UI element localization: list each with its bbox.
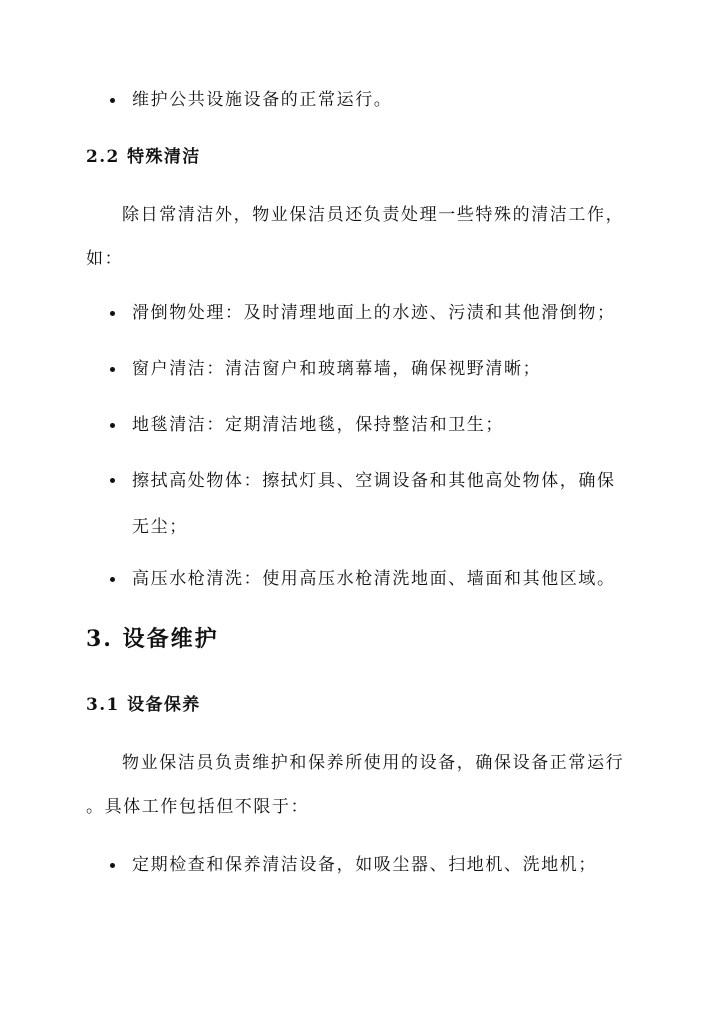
bullet-icon bbox=[110, 577, 115, 582]
list-item-text: 维护公共设施设备的正常运行。 bbox=[132, 90, 393, 110]
section-3-1-title: 3.1 设备保养 bbox=[86, 695, 201, 715]
section-3-title: 3. 设备维护 bbox=[86, 626, 219, 652]
list-item-text: 擦拭高处物体：擦拭灯具、空调设备和其他高处物体，确保无尘； bbox=[132, 471, 616, 537]
bullet-icon bbox=[110, 423, 115, 428]
bullet-icon bbox=[110, 98, 115, 103]
bullet-icon bbox=[110, 478, 115, 483]
section-2-2-title: 2.2 特殊清洁 bbox=[86, 147, 201, 167]
bullet-icon bbox=[110, 367, 115, 372]
section-2-2-intro-line-1: 除日常清洁外，物业保洁员还负责处理一些特殊的清洁工作， bbox=[122, 205, 625, 225]
list-item-text: 高压水枪清洗：使用高压水枪清洗地面、墙面和其他区域。 bbox=[132, 569, 616, 589]
bullet-icon bbox=[110, 311, 115, 316]
bullet-icon bbox=[110, 863, 115, 868]
list-item-text: 窗户清洁：清洁窗户和玻璃幕墙，确保视野清晰； bbox=[132, 359, 542, 379]
list-item-text: 定期检查和保养清洁设备，如吸尘器、扫地机、洗地机； bbox=[132, 855, 597, 875]
section-2-2-intro-line-2: 如： bbox=[86, 249, 124, 269]
section-3-1-intro-line-1: 物业保洁员负责维护和保养所使用的设备，确保设备正常运行 bbox=[122, 753, 625, 773]
list-item-text: 地毯清洁：定期清洁地毯，保持整洁和卫生； bbox=[132, 415, 504, 435]
list-item-text: 滑倒物处理：及时清理地面上的水迹、污渍和其他滑倒物； bbox=[132, 303, 616, 323]
section-3-1-intro-line-2: 。具体工作包括但不限于： bbox=[86, 797, 310, 817]
